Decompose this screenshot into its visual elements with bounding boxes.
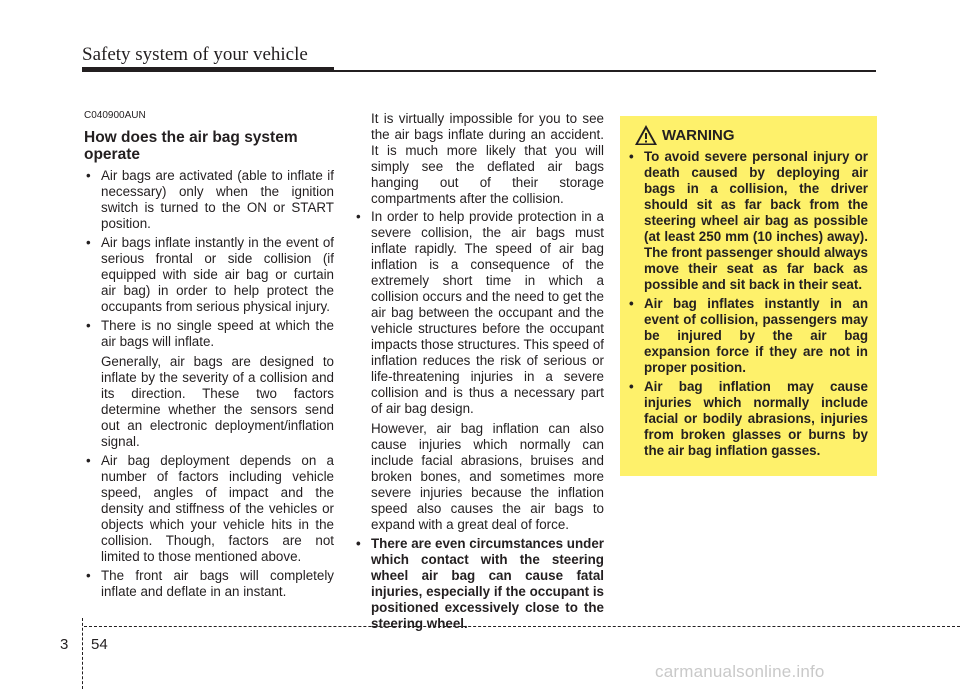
warning-triangle-icon <box>634 124 658 146</box>
header-rule-thin <box>334 70 876 72</box>
intro-paragraph: It is virtually impossible for you to see the air bags inflate during an accident. It is much more likely that you will simply see the deflated air bags hanging out of their storage compartments after the collision. <box>371 111 604 206</box>
indented-paragraph: Generally, air bags are designed to inflate by the severity of a collision and its direction. These two factors determine whether the sensors send out an electronic deployment/inflation signal. <box>101 354 334 449</box>
page-number: 54 <box>91 636 108 653</box>
warning-box <box>620 116 877 476</box>
warning-title: WARNING <box>662 126 735 144</box>
watermark: carmanualsonline.info <box>655 662 825 681</box>
section-code: C040900AUN <box>84 110 146 121</box>
left-bullet-list-2 <box>84 453 334 600</box>
warning-item: • Air bag inflation may cause injuries which normally include facial or bodily abrasions, injuries from broken glasses or burns by the air bag inflation gasses. <box>627 379 868 459</box>
left-column <box>84 110 334 600</box>
list-item: • There are even circumstances under which contact with the steering wheel air bag can cause fatal injuries, especially if the occupant is positioned excessively close to the steering wheel. <box>354 536 604 632</box>
footer-horizontal-rule <box>84 626 960 627</box>
header-rule-thick <box>82 67 334 72</box>
list-item: • Air bags inflate instantly in the event of serious frontal or side collision (if equipped with side air bag or curtain air bag) in order to help protect the occupants from serious physical injury. <box>84 235 334 315</box>
list-item: • There is no single speed at which the air bags will inflate. <box>84 318 334 350</box>
warning-list <box>627 149 868 459</box>
indented-paragraph: However, air bag inflation can also cause injuries which normally can include facial abrasions, bruises and broken bones, and sometimes more severe injuries because the inflation speed also causes the air bags to expand with a great deal of force. <box>371 421 604 532</box>
warning-item: • To avoid severe personal injury or death caused by deploying air bags in a collision, the driver should sit as far back from the steering wheel air bag as possible (at least 250 mm (10 inches) away). The front passenger should always move their seat as far back as possible and sit back in their seat. <box>627 149 868 293</box>
middle-bullet-list <box>354 209 604 417</box>
footer-vertical-rule <box>82 618 83 689</box>
middle-column <box>354 111 604 632</box>
middle-bold-list <box>354 536 604 632</box>
chapter-number: 3 <box>60 636 69 653</box>
warning-item: • Air bag inflates instantly in an event of collision, passengers may be injured by the air bag expansion force if they are not in proper position. <box>627 296 868 376</box>
warning-header <box>634 124 877 146</box>
section-heading: How does the air bag system operate <box>84 129 298 163</box>
list-item: • Air bag deployment depends on a number of factors including vehicle speed, angles of impact and the density and stiffness of the vehicles or objects which your vehicle hits in the collision. Though, factors are not limited to those mentioned above. <box>84 453 334 565</box>
page-header-title: Safety system of your vehicle <box>82 44 308 65</box>
list-item: • In order to help provide protection in a severe collision, the air bags must inflate rapidly. The speed of air bag inflation is a consequence of the extremely short time in which a collision occurs and the need to get the air bag between the occupant and the vehicle structures before the occupant impacts those structures. This speed of inflation reduces the risk of serious or life-threatening injuries in a severe collision and is thus a necessary part of air bag design. <box>354 209 604 417</box>
list-item: • Air bags are activated (able to inflate if necessary) only when the ignition switch is turned to the ON or START position. <box>84 168 334 232</box>
left-bullet-list <box>84 168 334 350</box>
list-item: • The front air bags will completely inflate and deflate in an instant. <box>84 568 334 600</box>
